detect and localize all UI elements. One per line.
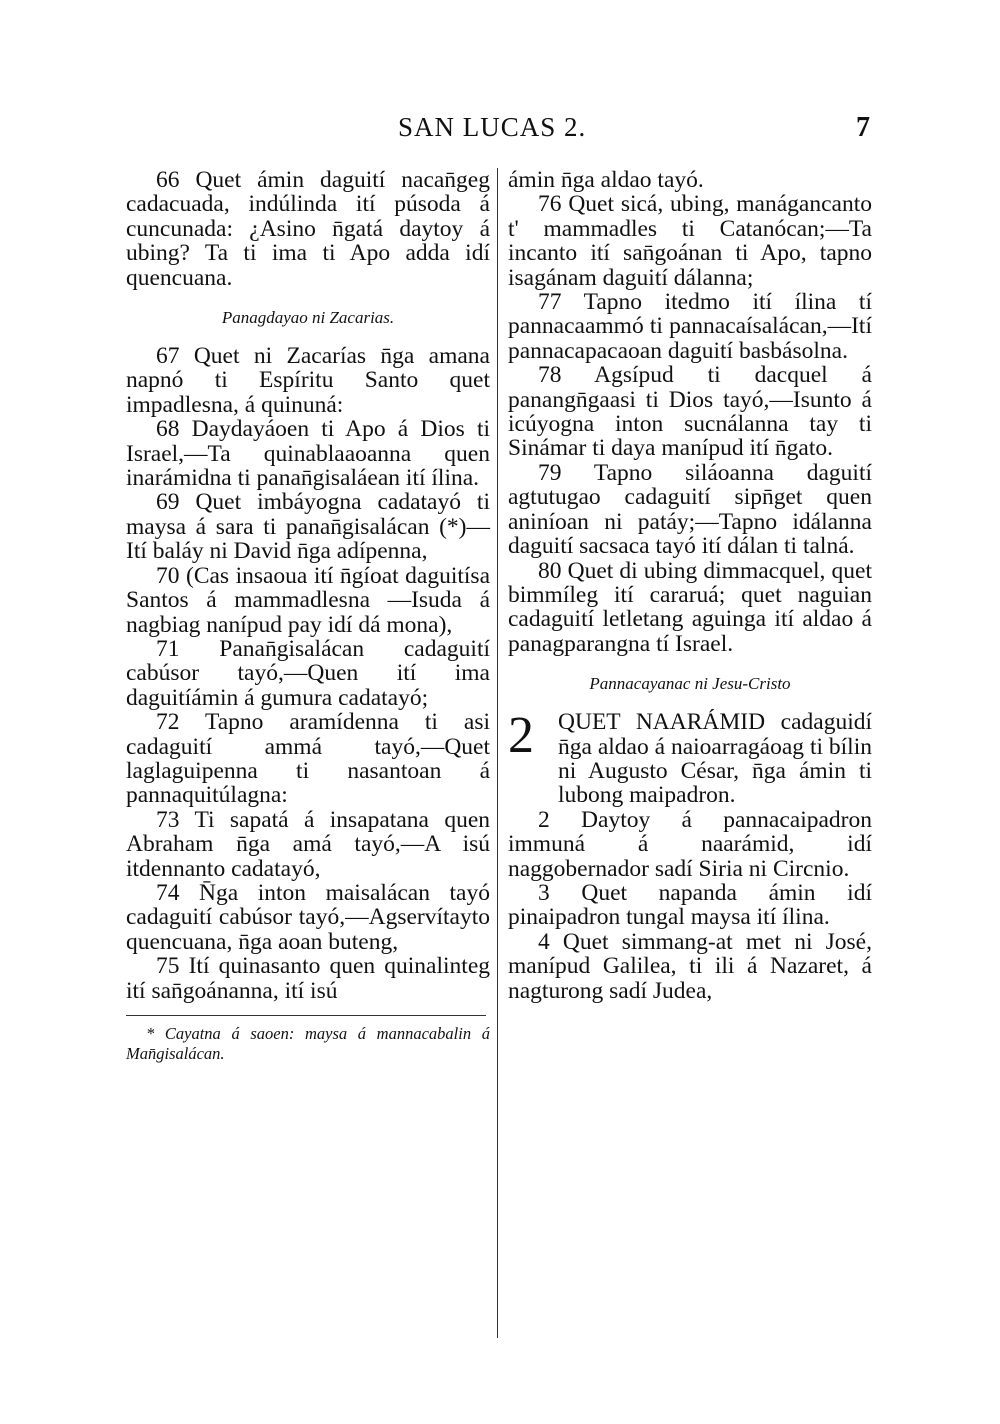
verse-75: 75 Ití quinasanto quen quinalinteg ití san̄goánanna, ití isú — [126, 953, 490, 1004]
footnote-divider — [126, 1015, 486, 1016]
verse-67: 67 Quet ni Zacarías n̄ga amana napnó ti Espíritu Santo quet impadlesna, á quinuná: — [126, 343, 490, 418]
verse-79: 79 Tapno siláoanna daguití agtutugao cadaguití sipn̄get quen aniníoan ni patáy;—Tapno idálanna daguití sacsaca tayó ití dálan ti talná. — [508, 459, 872, 560]
verse-68: 68 Daydayáoen ti Apo á Dios ti Israel,—Ta quinablaaoanna quen inarámidna ti panan̄gisaláean ití ílina. — [126, 416, 490, 492]
section-heading-zacarias: Panagdayao ni Zacarias. — [221, 308, 395, 328]
column-divider — [497, 168, 498, 1338]
verse-70: 70 (Cas insaoua ití n̄gíoat daguitísa Santos á mammadlesna —Isuda á nagbiag nanípud pay idí dá mona), — [126, 562, 490, 638]
verse-77: 77 Tapno itedmo ití ílina tí pannacaammó ti pannacaísalácan,—Ití pannacapacaoan daguití basbásolna. — [508, 289, 872, 364]
verse-76: 76 Quet sicá, ubing, manágancanto t' mammadles ti Catanócan;—Ta incanto ití san̄goánan ti Apo, tapno isagánam daguití dálanna; — [508, 191, 872, 291]
chapter-2-verse-1 — [508, 707, 872, 809]
verse-74: 74 N̄ga inton maisalácan tayó cadaguití cabúsor tayó,—Agservítayto quencuana, n̄ga aoan buteng, — [126, 879, 490, 955]
verse-73: 73 Ti sapatá á insapatana quen Abraham n̄ga amá tayó,—A isú itdennanto cadatayó, — [126, 806, 490, 882]
chapter-number: 2 — [508, 707, 534, 765]
running-title: SAN LUCAS 2. — [398, 112, 587, 142]
verse-66: 66 Quet ámin daguití nacan̄geg cadacuada, indúlinda ití púsoda á cuncunada: ¿Asino n̄gatá daytoy á ubing? Ta ti ima ti Apo adda idí quencuana. — [126, 167, 490, 291]
verse-72: 72 Tapno aramídenna ti asi cadaguití ammá tayó,—Quet laglaguipenna ti nasantoan á pannaquitúlagna: — [126, 709, 490, 809]
verse-80: 80 Quet di ubing dimmacquel, quet bimmíleg ití cararuá; quet naguian cadaguití letletang aguinga ití aldao á panagparangna tí Israel. — [508, 557, 872, 657]
verse-69: 69 Quet imbáyogna cadatayó ti maysa á sara ti panan̄gisalácan (*)—Ití baláy ni David n̄ga adípenna, — [126, 489, 490, 565]
right-column — [508, 168, 872, 1003]
verse-75-continuation: ámin n̄ga aldao tayó. — [508, 167, 704, 193]
verse-2: 2 Daytoy á pannacaipadron immuná á naarámid, idí naggobernador sadí Siria ni Circnio. — [508, 806, 872, 882]
verse-3: 3 Quet napanda ámin idí pinaipadron tungal maysa ití ílina. — [508, 879, 872, 931]
verse-4: 4 Quet simmang-at met ni José, manípud Galilea, ti ili á Nazaret, á nagturong sadí Judea, — [508, 928, 872, 1004]
verse-78: 78 Agsípud ti dacquel á panangn̄gaasi ti Dios tayó,—Isunto á icúyogna inton sucnálanna tay ti Sinámar ti daya manípud ití n̄gato. — [508, 362, 872, 462]
verse-71: 71 Panan̄gisalácan cadaguití cabúsor tayó,—Quen ití ima daguitíámin á gumura cadatayó; — [126, 635, 490, 711]
page-header — [0, 112, 1000, 152]
section-heading-nativity: Pannacayanac ni Jesu-Cristo — [589, 674, 791, 694]
left-column — [126, 168, 490, 1064]
footnote: * Cayatna á saoen: maysa á mannacabalin á Man̄gisalácan. — [126, 1024, 490, 1063]
page-number: 7 — [856, 112, 870, 143]
chapter-opening-text: QUET NAARÁMID cadaguidí n̄ga aldao á naioarragáoag ti bílin ni Augusto César, n̄ga ámin ti lubong maipadron. — [558, 709, 872, 809]
